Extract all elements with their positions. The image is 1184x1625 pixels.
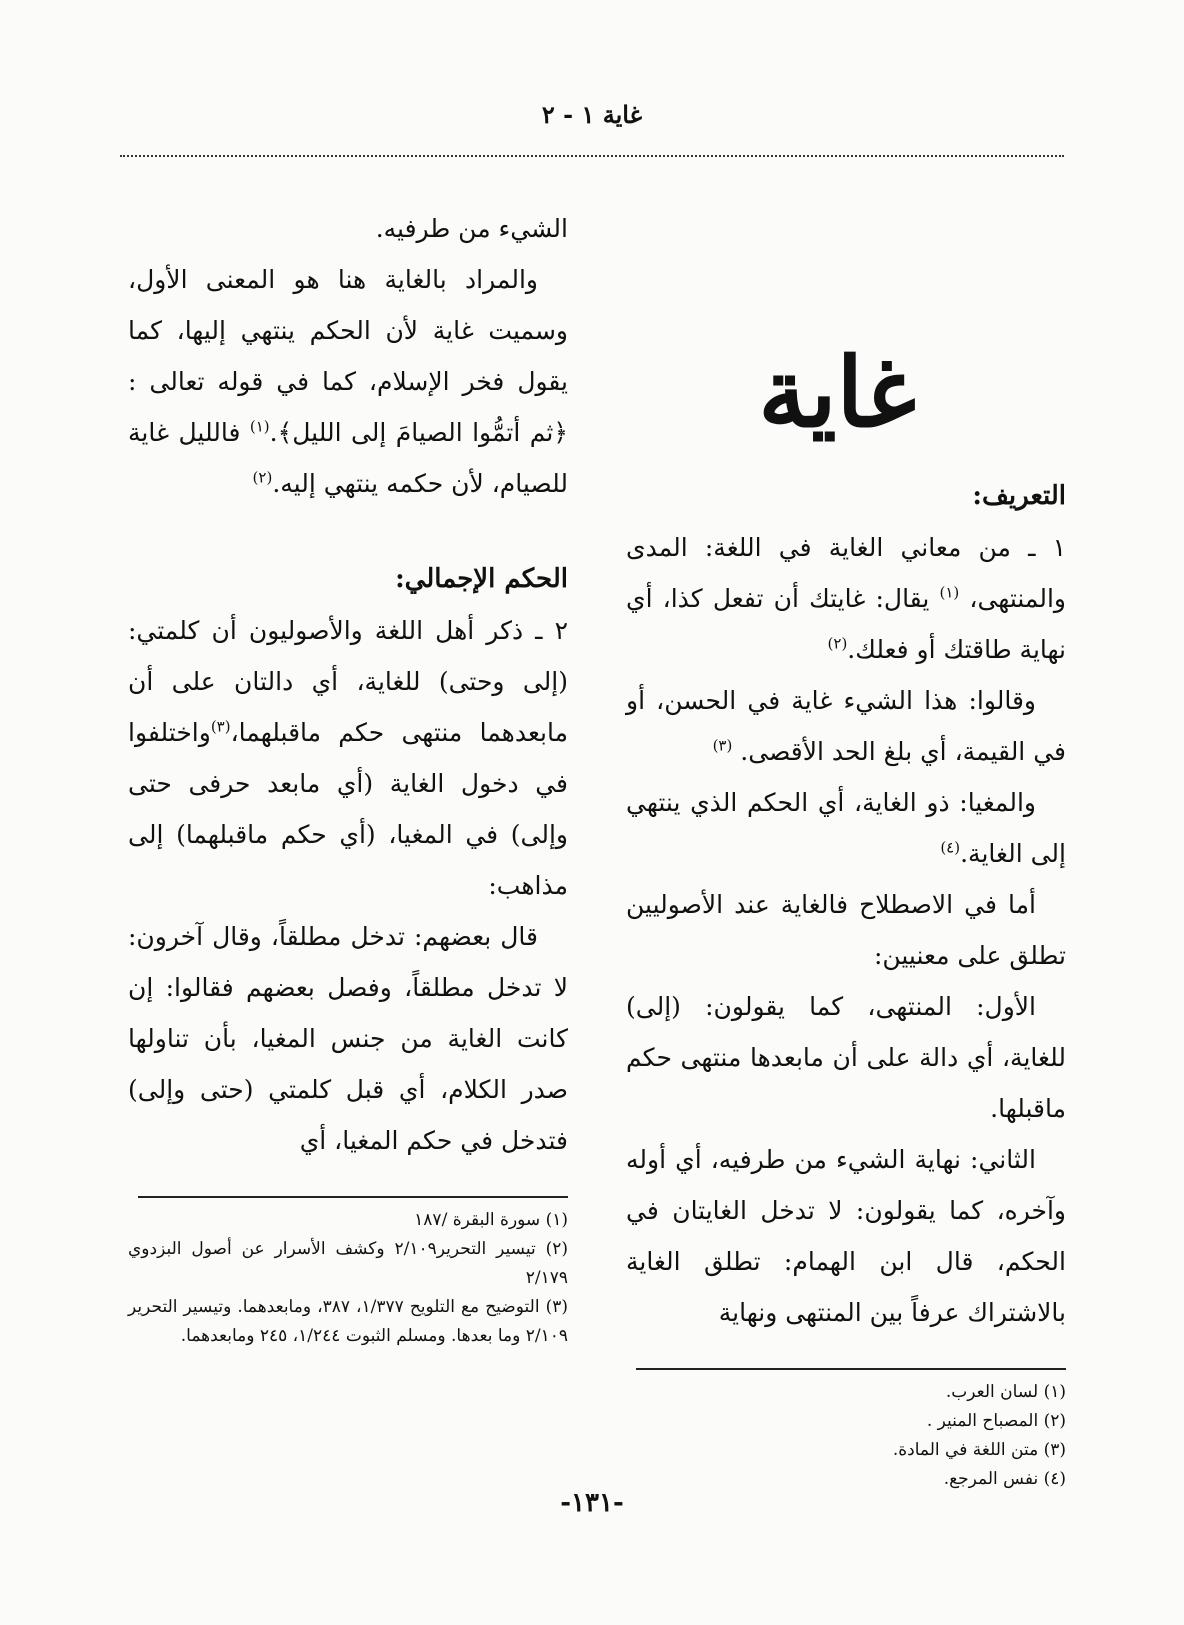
paragraph-text: فالليل غاية للصيام، لأن حكمه ينتهي إليه. <box>128 418 568 498</box>
paragraph-text: الشيء من طرفيه. <box>375 214 568 243</box>
paragraph-text: يقال: غايتك أن تفعل كذا، أي نهاية طاقتك أو فعلك. <box>626 584 1066 664</box>
paragraph-definition-2 <box>626 675 1066 777</box>
paragraph-continuation <box>128 203 568 254</box>
paragraph-text: ١ ـ من معاني الغاية في اللغة: المدى والمنتهى، <box>626 533 1066 613</box>
footnote-marker: (٣) <box>712 736 733 755</box>
footnote: (٤) نفس المرجع. <box>943 1469 1066 1489</box>
paragraph-definition-1 <box>626 522 1066 675</box>
paragraph-meaning <box>128 254 568 509</box>
footnote: (٣) التوضيح مع التلويح ١/٣٧٧، ٣٨٧، ومابعدهما. وتيسير التحرير ٢/١٠٩ وما بعدها. ومسلم الثبوت ١/٢٤٤، ٢٤٥ ومابعدهما. <box>128 1297 569 1346</box>
right-column <box>626 180 1066 1494</box>
footnote-marker: (٢) <box>252 468 273 487</box>
paragraph-text: الأول: المنتهى، كما يقولون: (إلى) للغاية، أي دالة على أن مابعدها منتهى حكم ماقبلها. <box>626 992 1066 1123</box>
footnote-divider <box>138 1196 568 1198</box>
header-divider <box>120 155 1064 157</box>
footnote: (٢) تيسير التحرير٢/١٠٩ وكشف الأسرار عن أصول البزدوي ٢/١٧٩ <box>128 1239 568 1288</box>
footnotes-right <box>626 1378 1066 1494</box>
running-header: غاية ١ - ٢ <box>541 100 643 129</box>
section-heading-definition: التعريف: <box>972 481 1066 511</box>
paragraph-ruling-2 <box>128 911 568 1166</box>
footnote: (١) لسان العرب. <box>945 1382 1066 1402</box>
paragraph-text: ٢ ـ ذكر أهل اللغة والأصوليون أن كلمتي: (إلى وحتى) للغاية، أي دالتان على أن مابعدهما منتهى حكم ماقبلهما، <box>128 616 568 747</box>
footnote-marker: (٣) <box>210 717 231 736</box>
paragraph-text: الثاني: نهاية الشيء من طرفيه، أي أوله وآخره، كما يقولون: لا تدخل الغايتان في الحكم، قال ابن الهمام: تطلق الغاية بالاشتراك عرفاً بين المنتهى ونهاية <box>626 1145 1066 1327</box>
footnote-marker: (١) <box>939 583 960 602</box>
paragraph-text: قال بعضهم: تدخل مطلقاً، وقال آخرون: لا تدخل مطلقاً، وفصل بعضهم فقالوا: إن كانت الغاية من جنس المغيا، بأن تناولها صدر الكلام، أي قبل كلمتي (حتى وإلى) فتدخل في حكم المغيا، أي <box>128 922 568 1155</box>
paragraph-text: وقالوا: هذا الشيء غاية في الحسن، أو في القيمة، أي بلغ الحد الأقصى. <box>626 686 1066 766</box>
entry-title: غاية <box>758 336 916 449</box>
footnotes-left <box>128 1206 568 1351</box>
footnote-marker: (١) <box>249 417 270 436</box>
footnote-divider <box>636 1368 1066 1370</box>
paragraph-text: أما في الاصطلاح فالغاية عند الأصوليين تطلق على معنيين: <box>626 890 1066 970</box>
paragraph-definition-4 <box>626 879 1066 981</box>
paragraph-text: واختلفوا في دخول الغاية (أي مابعد حرفى حتى وإلى) في المغيا، (أي حكم ماقبلهما) إلى مذاهب: <box>128 718 568 900</box>
paragraph-text: والمغيا: ذو الغاية، أي الحكم الذي ينتهي إلى الغاية. <box>626 788 1066 868</box>
footnote: (١) سورة البقرة /١٨٧ <box>414 1210 568 1230</box>
page-number: -١٣١- <box>560 1488 624 1518</box>
paragraph-definition-3 <box>626 777 1066 879</box>
paragraph-definition-5 <box>626 981 1066 1134</box>
footnote: (٢) المصباح المنير . <box>926 1411 1066 1431</box>
footnote: (٣) متن اللغة في المادة. <box>892 1440 1066 1460</box>
footnote-marker: (٢) <box>827 634 848 653</box>
paragraph-text: والمراد بالغاية هنا هو المعنى الأول، وسميت غاية لأن الحكم ينتهي إليها، كما يقول فخر الإسلام، كما في قوله تعالى : ﴿ثم أتمُّوا الصيامَ إلى الليل﴾. <box>128 265 568 447</box>
left-column <box>128 203 568 1351</box>
paragraph-ruling-1 <box>128 605 568 911</box>
paragraph-definition-6 <box>626 1134 1066 1338</box>
section-heading-ruling: الحكم الإجمالي: <box>395 564 568 594</box>
footnote-marker: (٤) <box>940 838 961 857</box>
